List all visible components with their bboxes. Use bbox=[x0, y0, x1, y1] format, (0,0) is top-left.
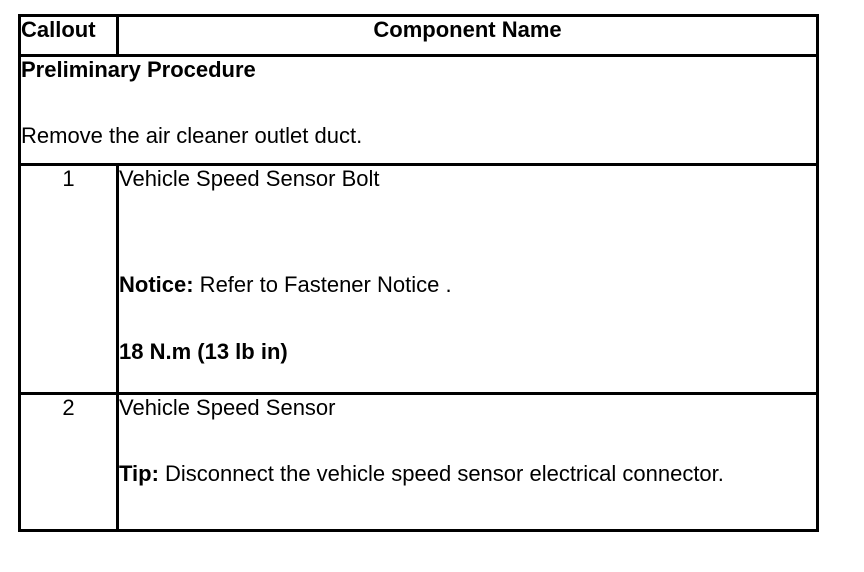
tip-text: Disconnect the vehicle speed sensor electrical connector. bbox=[158, 461, 724, 487]
component-cell bbox=[118, 165, 818, 394]
torque-spec: 18 N.m (13 lb in) bbox=[119, 338, 288, 364]
preliminary-cell bbox=[20, 56, 818, 165]
component-cell bbox=[118, 394, 818, 531]
preliminary-text: Remove the air cleaner outlet duct. bbox=[21, 123, 363, 149]
notice-line bbox=[119, 272, 816, 298]
callout-number: 1 bbox=[20, 165, 118, 394]
table-row bbox=[20, 394, 818, 531]
table-header-row bbox=[20, 16, 818, 56]
component-name: Vehicle Speed Sensor bbox=[119, 395, 336, 420]
notice-text: Refer to Fastener Notice . bbox=[193, 272, 452, 298]
preliminary-title: Preliminary Procedure bbox=[21, 57, 256, 82]
callout-column-header: Callout bbox=[20, 16, 118, 56]
procedure-table bbox=[18, 14, 819, 532]
table-row bbox=[20, 165, 818, 394]
callout-number: 2 bbox=[20, 394, 118, 531]
notice-label: Notice: bbox=[119, 272, 194, 298]
tip-line bbox=[119, 461, 816, 487]
component-name-column-header: Component Name bbox=[118, 16, 818, 56]
component-name: Vehicle Speed Sensor Bolt bbox=[119, 166, 380, 191]
preliminary-row bbox=[20, 56, 818, 165]
tip-label: Tip: bbox=[119, 461, 159, 487]
